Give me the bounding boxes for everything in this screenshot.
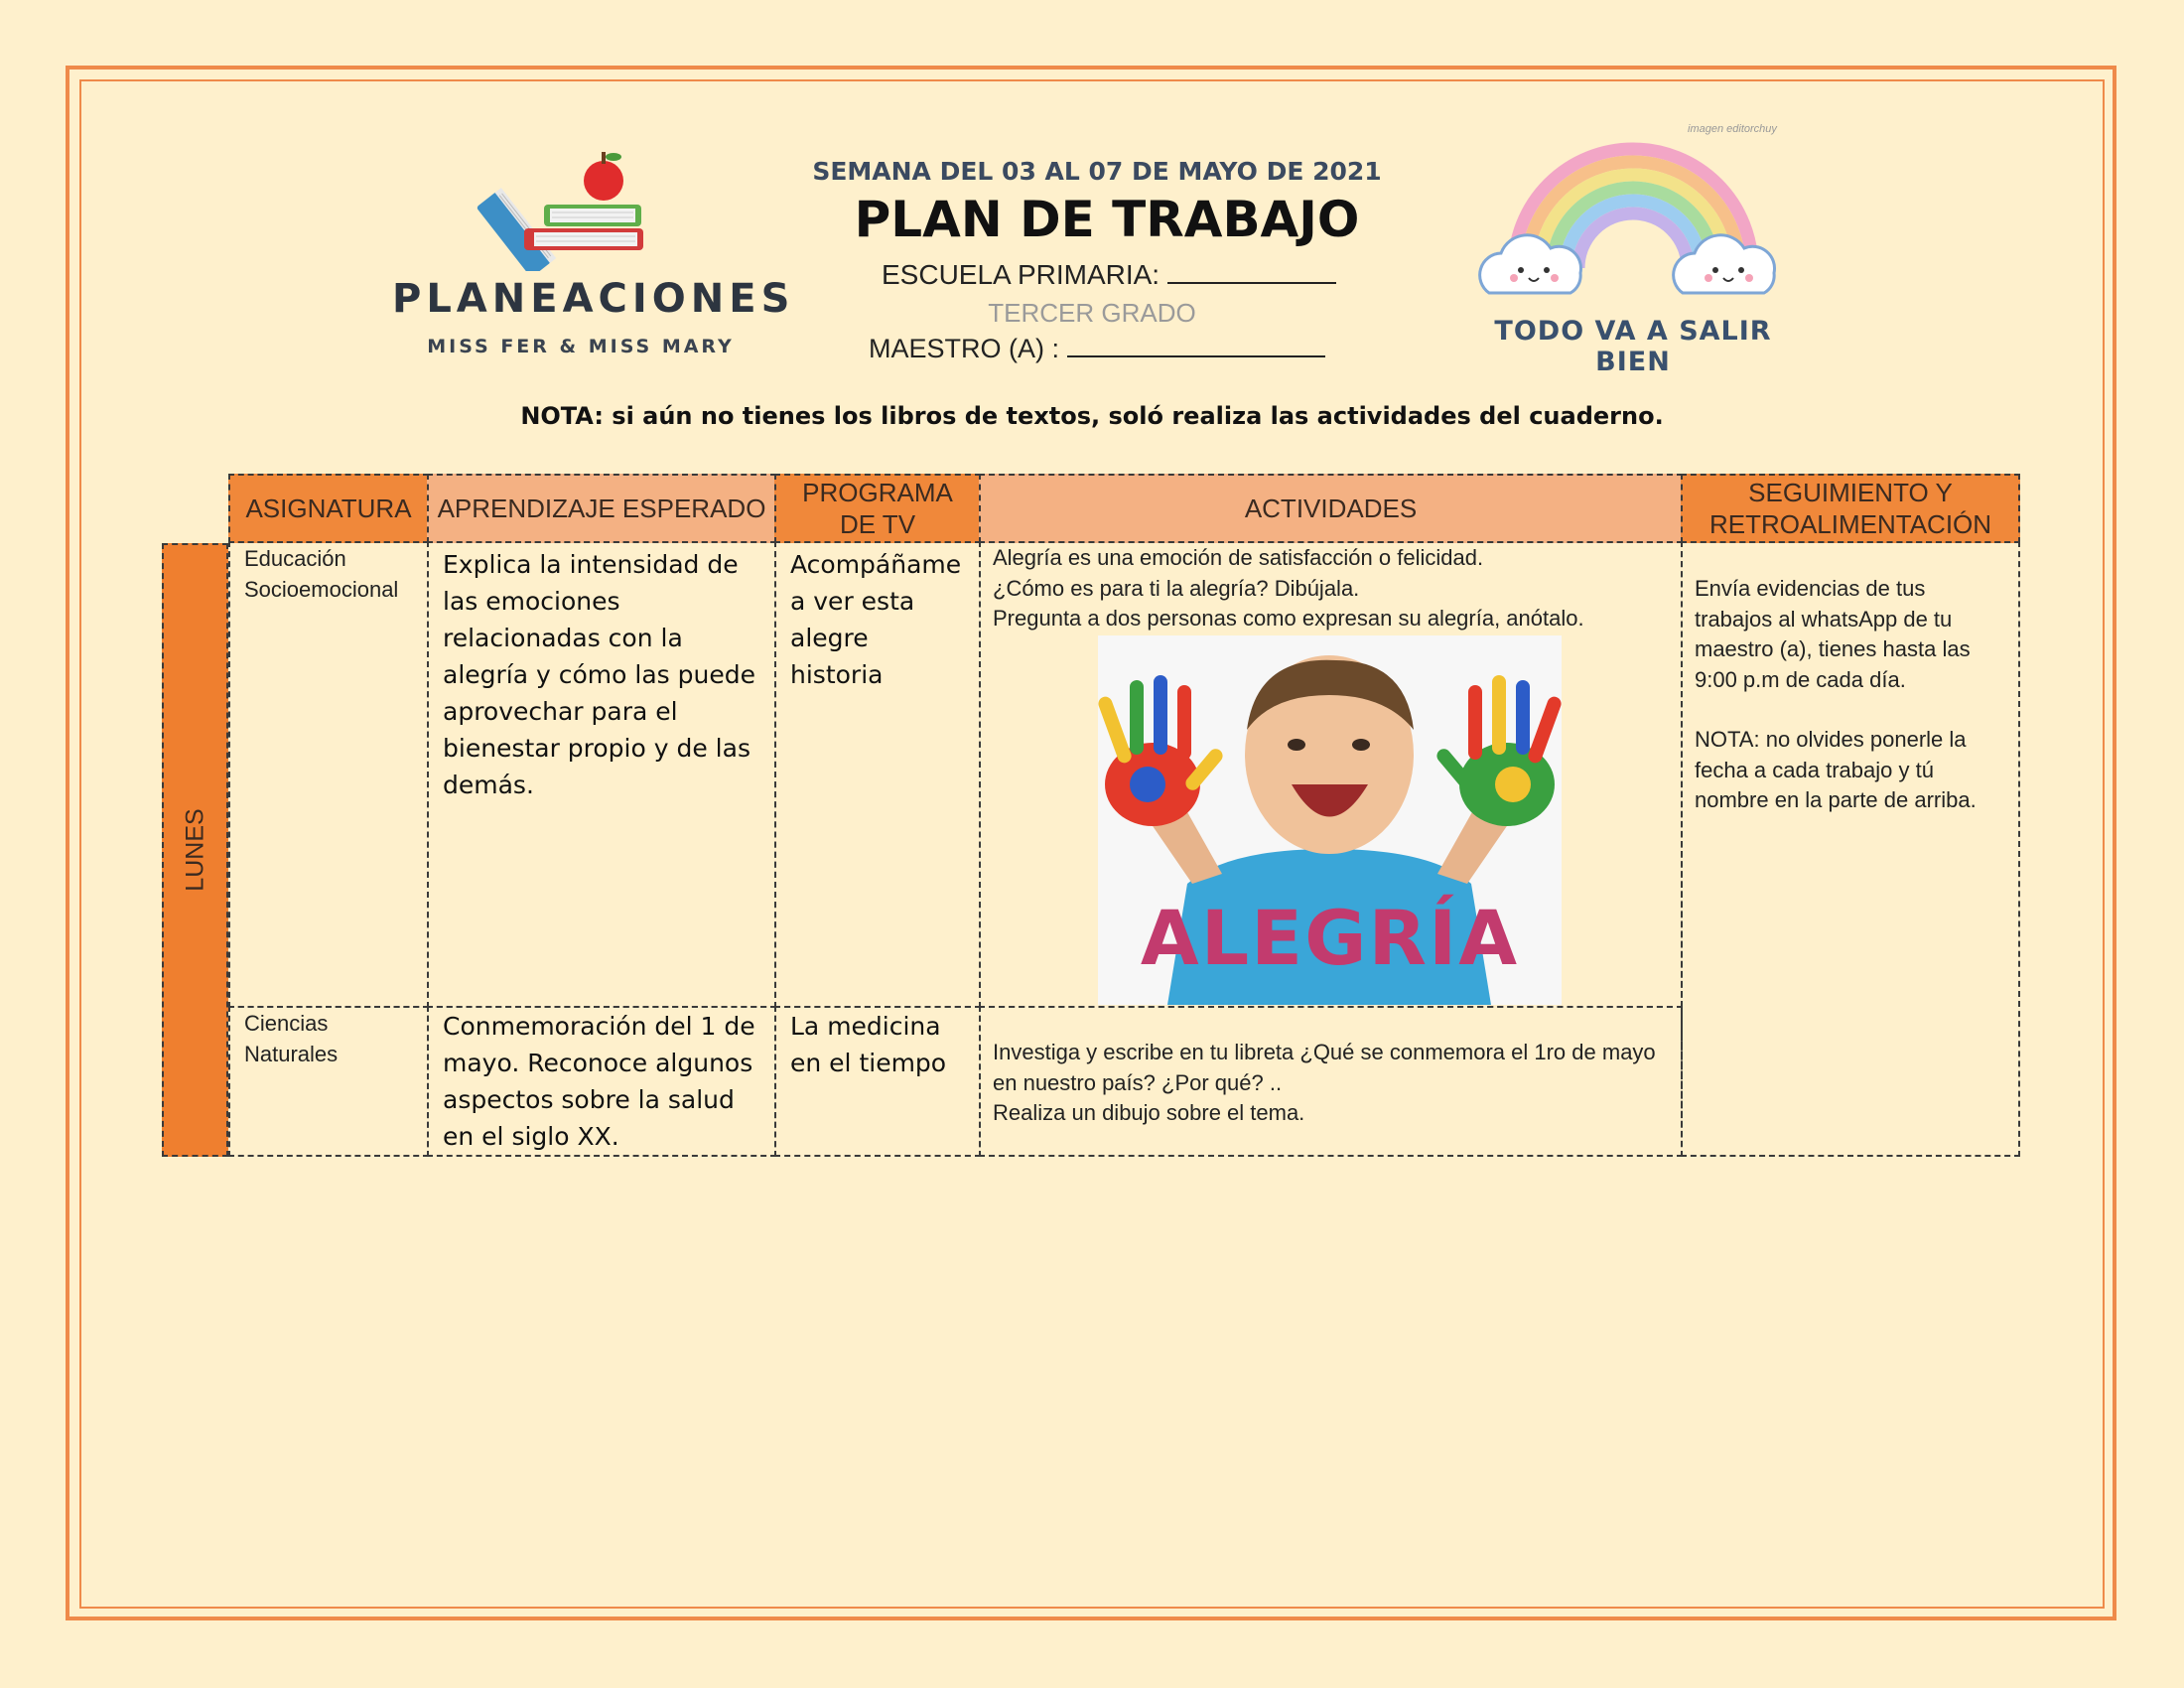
day-label: LUNES (181, 808, 208, 892)
alegria-photo (1098, 635, 1562, 1005)
row2-actividad-2: Realiza un dibujo sobre el tema. (993, 1100, 1305, 1125)
row1-actividad-1: Alegría es una emoción de satisfacción o felicidad. (993, 545, 1484, 570)
teacher-field (869, 334, 1325, 364)
row2-aprendizaje: Conmemoración del 1 de mayo. Reconoce algunos aspectos sobre la salud en el siglo XX. (427, 1006, 776, 1157)
week-range: SEMANA DEL 03 AL 07 DE MAYO DE 2021 (812, 157, 1382, 186)
page-title: PLAN DE TRABAJO (854, 191, 1360, 248)
teacher-label: MAESTRO (A) : (869, 334, 1060, 363)
row1-actividad-3: Pregunta a dos personas como expresan su alegría, anótalo. (993, 606, 1584, 631)
header-aprendizaje: APRENDIZAJE ESPERADO (427, 474, 776, 543)
signature-text: imagen editorchuy (1688, 123, 1777, 135)
seguimiento-text-2: NOTA: no olvides ponerle la fecha a cada trabajo y tú nombre en la parte de arriba. (1695, 727, 1977, 812)
school-blank (1167, 262, 1336, 284)
logo-title: PLANEACIONES (392, 276, 795, 322)
grade-label: TERCER GRADO (988, 298, 1196, 328)
header-asignatura: ASIGNATURA (228, 474, 429, 543)
school-label: ESCUELA PRIMARIA: (882, 259, 1160, 290)
seguimiento-cell (1681, 541, 2020, 1157)
rainbow-slogan: TODO VA A SALIR BIEN (1494, 316, 1772, 377)
school-field (882, 259, 1336, 291)
header-programa: PROGRAMA DE TV (774, 474, 981, 543)
teacher-blank (1067, 336, 1325, 357)
day-column (162, 543, 228, 1157)
row2-asignatura: Ciencias Naturales (228, 1006, 429, 1157)
row1-actividad-2: ¿Cómo es para ti la alegría? Dibújala. (993, 575, 1360, 601)
alegria-caption: ALEGRÍA (1140, 894, 1520, 982)
row1-programa: Acompáñame a ver esta alegre historia (774, 541, 981, 1008)
seguimiento-text-1: Envía evidencias de tus trabajos al whatsApp de tu maestro (a), tienes hasta las 9:00 p.m de cada día. (1695, 576, 1971, 692)
row1-asignatura: Educación Socioemocional (228, 541, 429, 1008)
header-actividades: ACTIVIDADES (979, 474, 1683, 543)
row2-actividades (979, 1006, 1683, 1157)
row1-aprendizaje: Explica la intensidad de las emociones relacionadas con la alegría y cómo las puede aprovechar para el bienestar propio y de las demás. (427, 541, 776, 1008)
rainbow-badge (1469, 119, 1797, 377)
row2-actividad-1: Investiga y escribe en tu libreta ¿Qué se conmemora el 1ro de mayo en nuestro país? ¿Por qué? .. (993, 1040, 1656, 1095)
logo-subtitle: MISS FER & MISS MARY (427, 336, 735, 357)
planeaciones-logo (392, 147, 795, 365)
nota-text: NOTA: si aún no tienes los libros de textos, soló realiza las actividades del cuaderno. (520, 402, 1664, 430)
row2-programa: La medicina en el tiempo (774, 1006, 981, 1157)
header-seguimiento: SEGUIMIENTO Y RETROALIMENTACIÓN (1681, 474, 2020, 543)
books-apple-icon (477, 147, 675, 271)
rainbow-icon (1469, 119, 1797, 318)
